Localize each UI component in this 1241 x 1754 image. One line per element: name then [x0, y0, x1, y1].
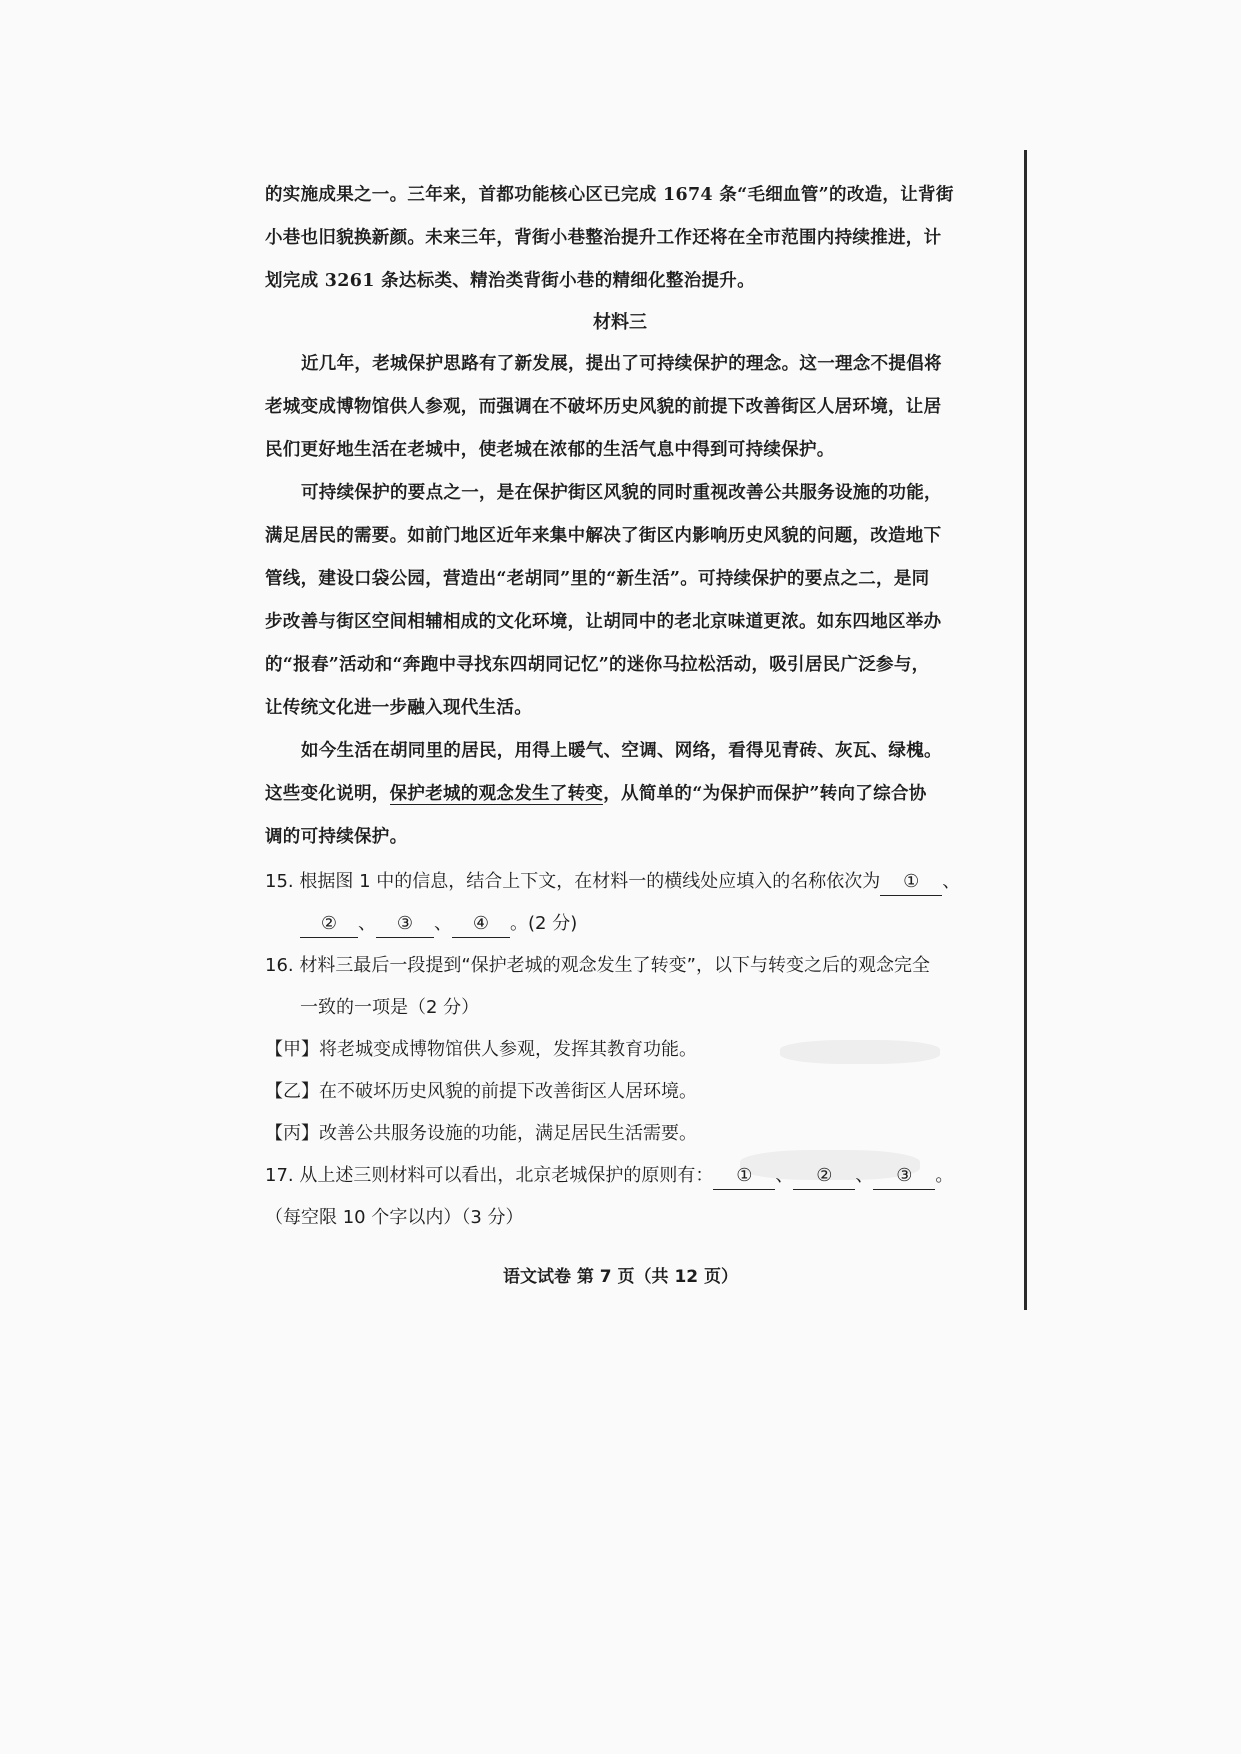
- m3-p2-line-4: 步改善与街区空间相辅相成的文化环境，让胡同中的老北京味道更浓。如东四地区举办: [265, 612, 942, 632]
- q15-blank-4[interactable]: ④: [452, 911, 510, 938]
- m3-p3-post: ，从简单的“为保护而保护”转向了综合协: [603, 784, 927, 804]
- q15-blank-2[interactable]: ②: [300, 911, 358, 938]
- q17-blank-2[interactable]: ②: [793, 1163, 855, 1190]
- q17-blank-1[interactable]: ①: [713, 1163, 775, 1190]
- q15-sep: 、: [358, 913, 376, 934]
- q16-option-jia[interactable]: 【甲】将老城变成博物馆供人参观，发挥其教育功能。: [265, 1039, 697, 1060]
- q17-line-1: [265, 1155, 975, 1197]
- material3-heading: 材料三: [593, 312, 647, 333]
- m3-p3-line-2: [265, 773, 975, 816]
- intro-line-1: 的实施成果之一。三年来，首都功能核心区已完成 1674 条“毛细血管”的改造，让背街: [265, 185, 954, 205]
- q17-sep: 、: [855, 1165, 874, 1186]
- m3-p1-line-2: 老城变成博物馆供人参观，而强调在不破坏历史风貌的前提下改善街区人居环境，让居: [265, 397, 942, 417]
- m3-p3-line-1: 如今生活在胡同里的居民，用得上暖气、空调、网络，看得见青砖、灰瓦、绿槐。: [301, 741, 942, 761]
- q17-end: 。: [935, 1165, 954, 1186]
- intro-line-2: 小巷也旧貌换新颜。未来三年，背街小巷整治提升工作还将在全市范围内持续推进，计: [265, 228, 942, 248]
- q17-note: （每空限 10 个字以内）（3 分）: [265, 1207, 524, 1228]
- q15-line-1: [265, 861, 975, 903]
- m3-p2-line-6: 让传统文化进一步融入现代生活。: [265, 698, 532, 718]
- page-content: [265, 174, 975, 1239]
- intro-line-3: 划完成 3261 条达标类、精治类背街小巷的精细化整治提升。: [265, 271, 755, 291]
- q17-blank-3[interactable]: ③: [873, 1163, 935, 1190]
- scan-margin-line: [1024, 150, 1027, 1310]
- q17-stem: 17. 从上述三则材料可以看出，北京老城保护的原则有：: [265, 1165, 714, 1186]
- q15-sep: 、: [434, 913, 452, 934]
- q15-line-2: [265, 903, 975, 945]
- m3-p2-line-1: 可持续保护的要点之一，是在保护街区风貌的同时重视改善公共服务设施的功能，: [301, 483, 942, 503]
- m3-p2-line-3: 管线，建设口袋公园，营造出“老胡同”里的“新生活”。可持续保护的要点之二，是同: [265, 569, 930, 589]
- m3-p2-line-2: 满足居民的需要。如前门地区近年来集中解决了街区内影响历史风貌的问题，改造地下: [265, 526, 942, 546]
- q15-blank-1[interactable]: ①: [880, 869, 942, 896]
- m3-p3-pre: 这些变化说明，: [265, 784, 390, 804]
- m3-p1-line-1: 近几年，老城保护思路有了新发展，提出了可持续保护的理念。这一理念不提倡将: [301, 354, 942, 374]
- m3-p2-line-5: 的“报春”活动和“奔跑中寻找东四胡同记忆”的迷你马拉松活动，吸引居民广泛参与，: [265, 655, 930, 675]
- q17-sep: 、: [775, 1165, 794, 1186]
- q16-option-bing[interactable]: 【丙】改善公共服务设施的功能，满足居民生活需要。: [265, 1123, 697, 1144]
- m3-p3-line-3: 调的可持续保护。: [265, 827, 408, 847]
- m3-p1-line-3: 民们更好地生活在老城中，使老城在浓郁的生活气息中得到可持续保护。: [265, 440, 835, 460]
- q15-tail: 。(2 分): [510, 913, 578, 934]
- underlined-phrase: 保护老城的观念发生了转变: [389, 784, 604, 804]
- q16-line-2: 一致的一项是（2 分）: [300, 997, 480, 1018]
- q16-option-yi[interactable]: 【乙】在不破坏历史风貌的前提下改善街区人居环境。: [265, 1081, 697, 1102]
- page-footer: 语文试卷 第 7 页（共 12 页）: [502, 1267, 739, 1287]
- q16-line-1: 16. 材料三最后一段提到“保护老城的观念发生了转变”，以下与转变之后的观念完全: [265, 955, 930, 976]
- q15-blank-3[interactable]: ③: [376, 911, 434, 938]
- q15-stem: 15. 根据图 1 中的信息，结合上下文，在材料一的横线处应填入的名称依次为: [265, 871, 881, 892]
- q15-sep: 、: [942, 871, 961, 892]
